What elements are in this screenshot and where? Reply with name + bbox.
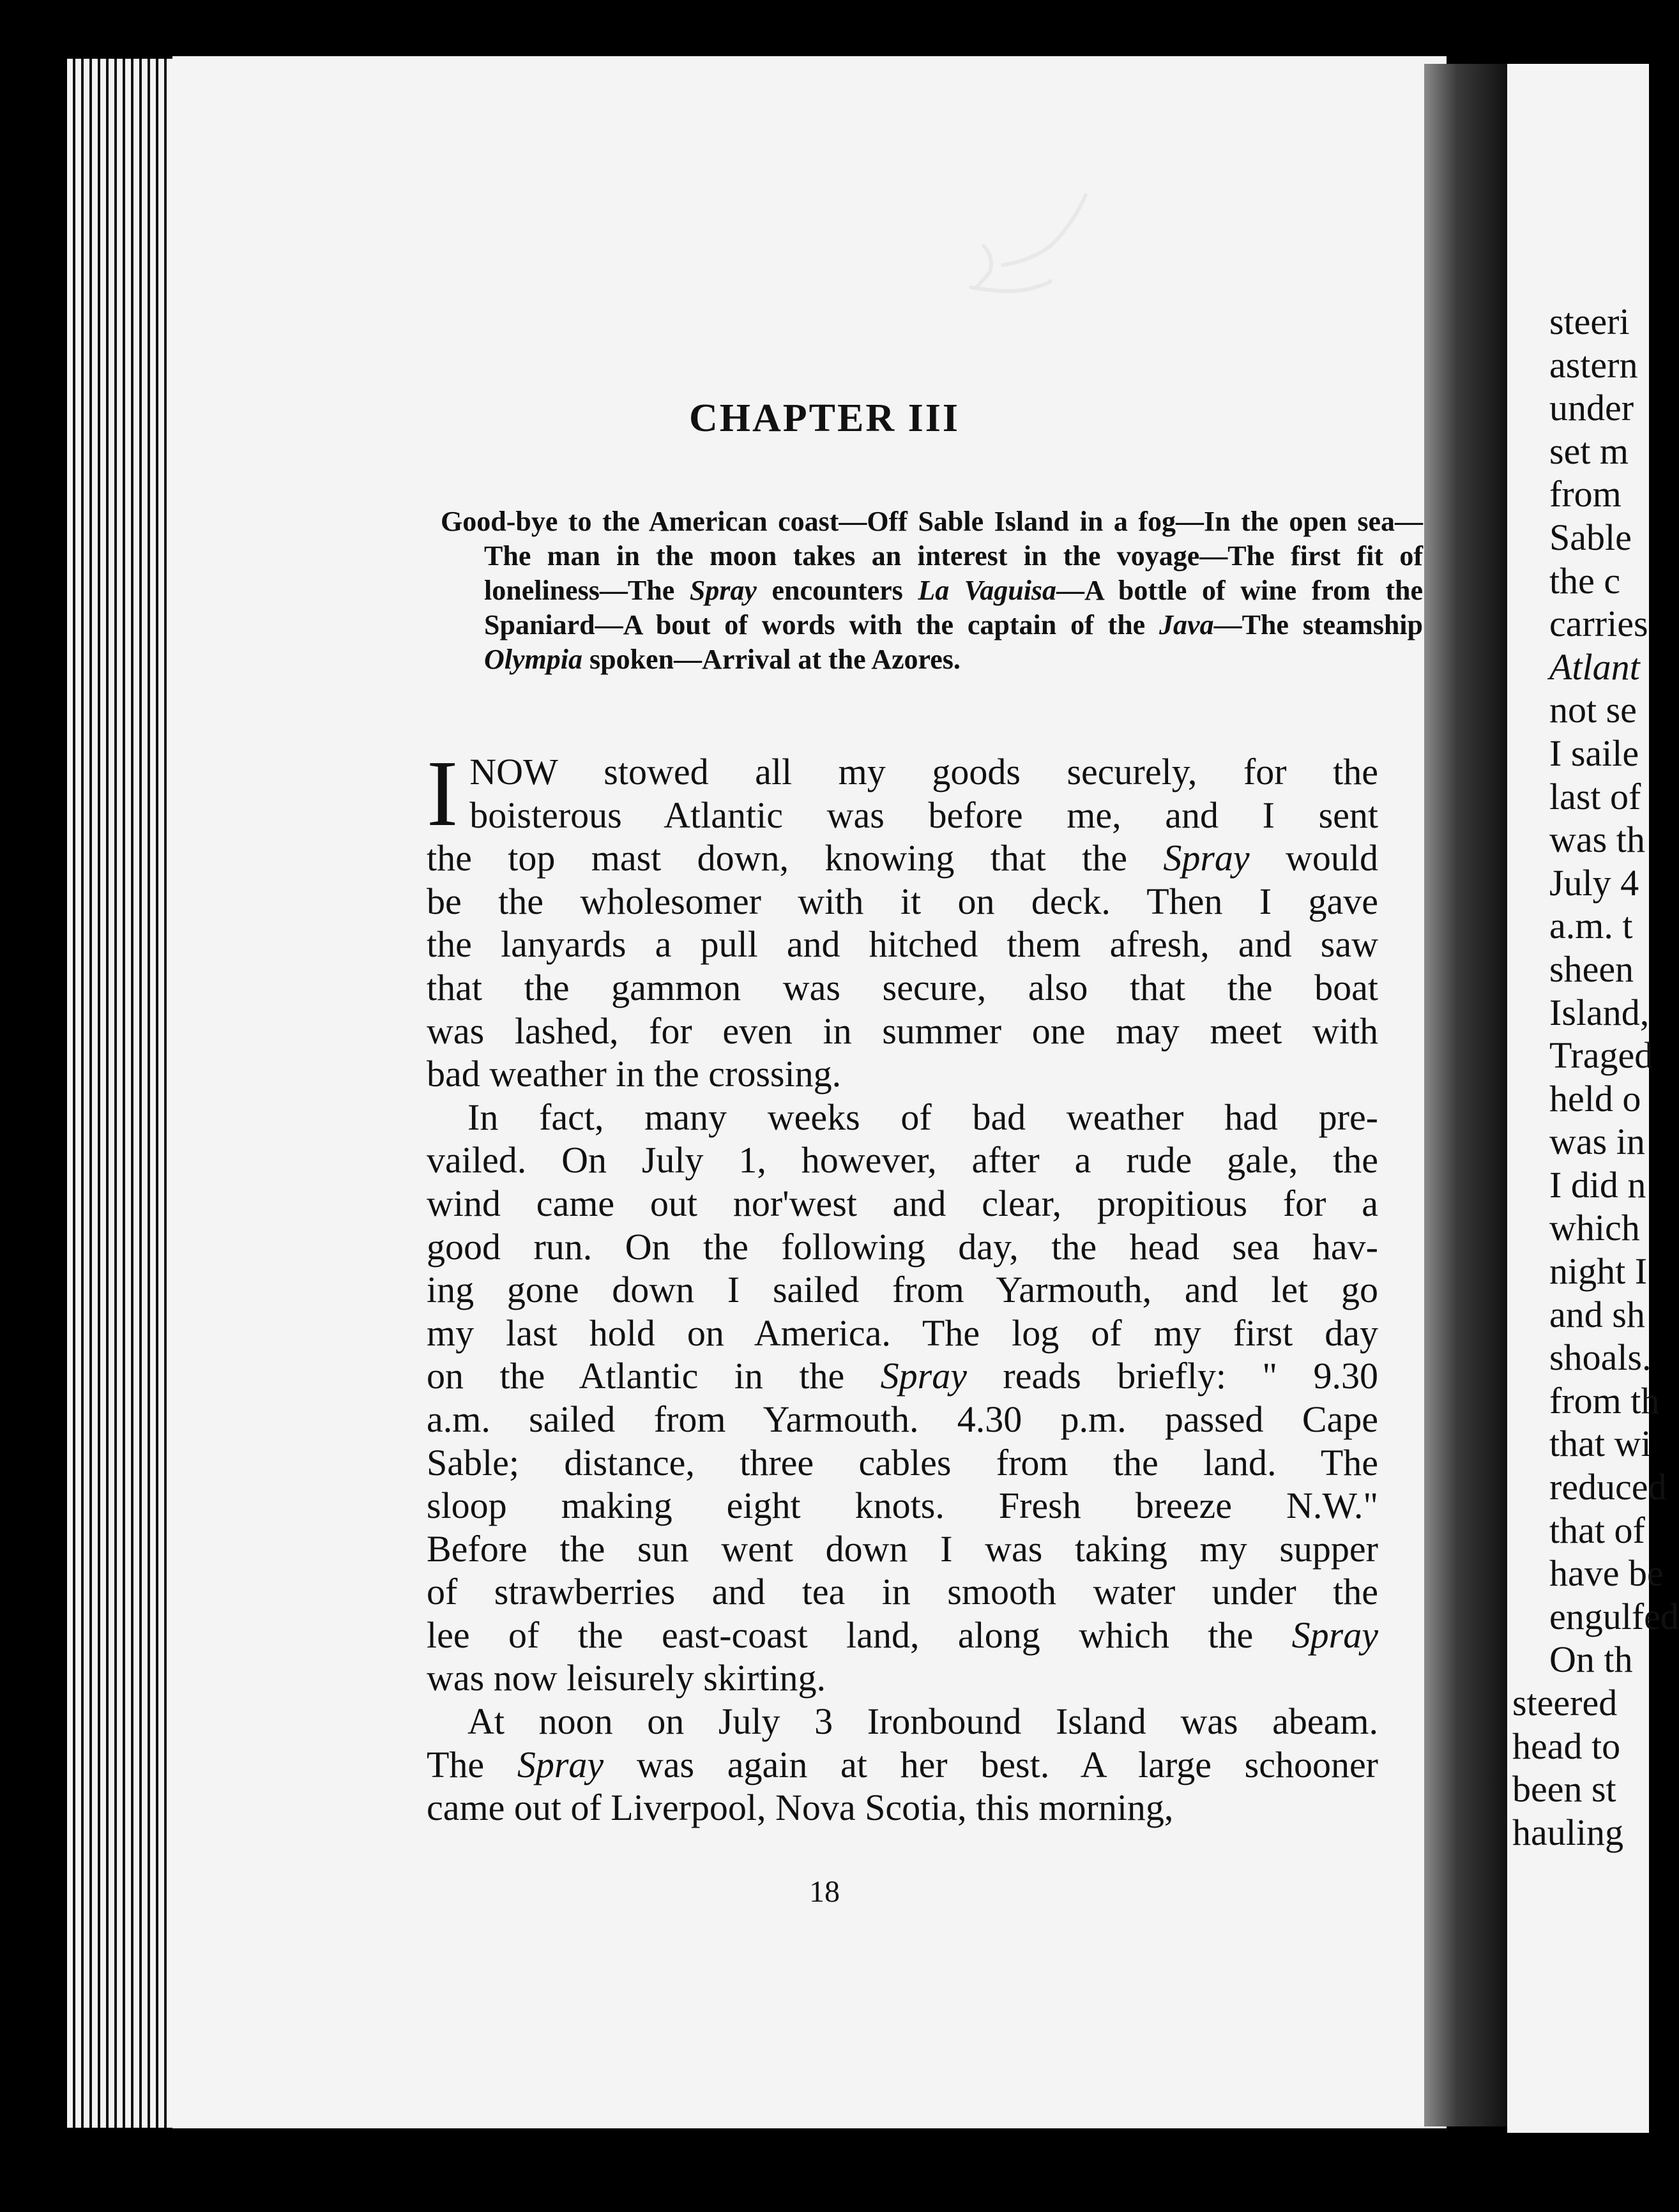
right-page-line: held o xyxy=(1549,1077,1641,1119)
right-page-line: the c xyxy=(1549,559,1621,602)
right-page-line: steered xyxy=(1512,1682,1618,1723)
right-page-line: was th xyxy=(1549,819,1645,861)
right-page-line: Island, xyxy=(1549,991,1650,1033)
text-line: lee of the east-coast land, along which the Spray xyxy=(427,1614,1378,1656)
right-page-line: Atlant xyxy=(1549,646,1640,688)
summary-segment: Olympia xyxy=(484,644,582,675)
gutter-shadow xyxy=(1424,64,1507,2126)
right-page-line: Sable xyxy=(1549,516,1632,558)
printer-ornament-icon xyxy=(926,192,1105,319)
text-line: was lashed, for even in summer one may meet with xyxy=(427,1010,1378,1052)
page-edges xyxy=(67,59,179,2128)
right-page-line: a.m. t xyxy=(1549,905,1633,947)
right-page-line: On th xyxy=(1549,1639,1633,1681)
text-line: bad weather in the crossing. xyxy=(427,1053,842,1095)
text-line: The Spray was again at her best. A large schooner xyxy=(427,1743,1379,1785)
right-page-line: have be xyxy=(1549,1552,1664,1595)
text-line: vailed. On July 1, however, after a rude gale, the xyxy=(427,1139,1378,1181)
text-line: At noon on July 3 Ironbound Island was abeam. xyxy=(467,1701,1378,1743)
chapter-summary xyxy=(441,504,1423,677)
paragraph xyxy=(427,1096,1378,1700)
right-page-line: carries xyxy=(1549,603,1648,645)
right-page-line: sheen xyxy=(1549,948,1634,990)
text-line: came out of Liverpool, Nova Scotia, this morning, xyxy=(427,1787,1174,1829)
chapter-title: CHAPTER III xyxy=(688,397,960,440)
summary-segment: —The steamship xyxy=(1213,609,1424,640)
text-line: Sable; distance, three cables from the land. The xyxy=(427,1441,1378,1483)
right-page-line: night I xyxy=(1549,1250,1648,1292)
text-line: the top mast down, knowing that the Spray would xyxy=(427,837,1379,879)
drop-cap: I xyxy=(427,741,459,846)
right-page-line: was in xyxy=(1549,1121,1645,1163)
summary-segment: encounters xyxy=(756,575,918,606)
right-page-line: from th xyxy=(1549,1379,1660,1421)
text-line: that the gammon was secure, also that the boat xyxy=(427,966,1378,1008)
right-page-line: been st xyxy=(1512,1768,1616,1810)
right-page-line: shoals. xyxy=(1549,1337,1652,1379)
text-line: my last hold on America. The log of my first day xyxy=(427,1312,1378,1354)
right-page-line: I did n xyxy=(1549,1163,1646,1206)
paragraph xyxy=(427,741,1379,1096)
right-page-line: that of xyxy=(1549,1509,1645,1551)
text-line: the lanyards a pull and hitched them afresh, and saw xyxy=(427,923,1378,966)
text-line: was now leisurely skirting. xyxy=(427,1657,826,1699)
text-line: sloop making eight knots. Fresh breeze N.W." xyxy=(427,1485,1378,1527)
right-page-line: set m xyxy=(1549,430,1629,472)
right-page-text xyxy=(1512,300,1679,1854)
right-page-line: from xyxy=(1549,473,1622,515)
right-page-line: last of xyxy=(1549,775,1641,817)
summary-segment: spoken—Arrival at the Azores. xyxy=(582,644,961,675)
right-page-line: I saile xyxy=(1549,732,1639,774)
right-page-line: steeri xyxy=(1549,301,1630,342)
right-page-line: not se xyxy=(1549,689,1637,731)
summary-segment: La Vaguisa xyxy=(918,575,1057,606)
right-page-line: July 4 xyxy=(1549,861,1639,904)
text-line: be the wholesomer with it on deck. Then I gave xyxy=(427,880,1378,922)
page-number: 18 xyxy=(809,1875,840,1909)
text-line: good run. On the following day, the head sea hav- xyxy=(427,1225,1378,1268)
summary-segment: Spray xyxy=(689,575,757,606)
right-page-line: engulfed xyxy=(1549,1595,1679,1637)
body-text xyxy=(427,741,1379,1829)
right-page-line: and sh xyxy=(1549,1293,1645,1335)
text-line: Before the sun went down I was taking my supper xyxy=(427,1527,1378,1570)
right-page-line: head to xyxy=(1512,1725,1621,1767)
text-line: In fact, many weeks of bad weather had pre- xyxy=(467,1096,1378,1138)
right-page-line: astern xyxy=(1549,344,1638,386)
right-page-line: Traged xyxy=(1549,1034,1653,1077)
text-line: ing gone down I sailed from Yarmouth, and let go xyxy=(427,1269,1378,1311)
paragraph xyxy=(427,1700,1378,1829)
right-page-line: that wi xyxy=(1549,1423,1652,1465)
right-page-line: reduced xyxy=(1549,1466,1667,1508)
text-line: wind came out nor'west and clear, propitious for a xyxy=(427,1182,1378,1224)
summary-segment: —A bottle of wine from the Spaniard—A bout of words with the captain of the xyxy=(484,575,1423,640)
right-page-line: which xyxy=(1549,1207,1640,1249)
text-line: on the Atlantic in the Spray reads briefly: " 9.30 xyxy=(427,1355,1378,1397)
text-line: a.m. sailed from Yarmouth. 4.30 p.m. passed Cape xyxy=(427,1398,1378,1440)
text-line: NOW stowed all my goods securely, for the xyxy=(469,751,1378,792)
right-page-line: hauling xyxy=(1512,1811,1623,1853)
right-page-line: under xyxy=(1549,387,1634,429)
summary-segment: Java xyxy=(1159,609,1214,640)
summary-segment: Good-bye to the American coast—Off Sable Island in a fog—In the open sea—The man in the moon takes an interest in the voyage—The first fit of loneliness—The xyxy=(441,506,1423,606)
text-line: of strawberries and tea in smooth water under the xyxy=(427,1571,1378,1613)
text-line: boisterous Atlantic was before me, and I sent xyxy=(469,794,1378,836)
